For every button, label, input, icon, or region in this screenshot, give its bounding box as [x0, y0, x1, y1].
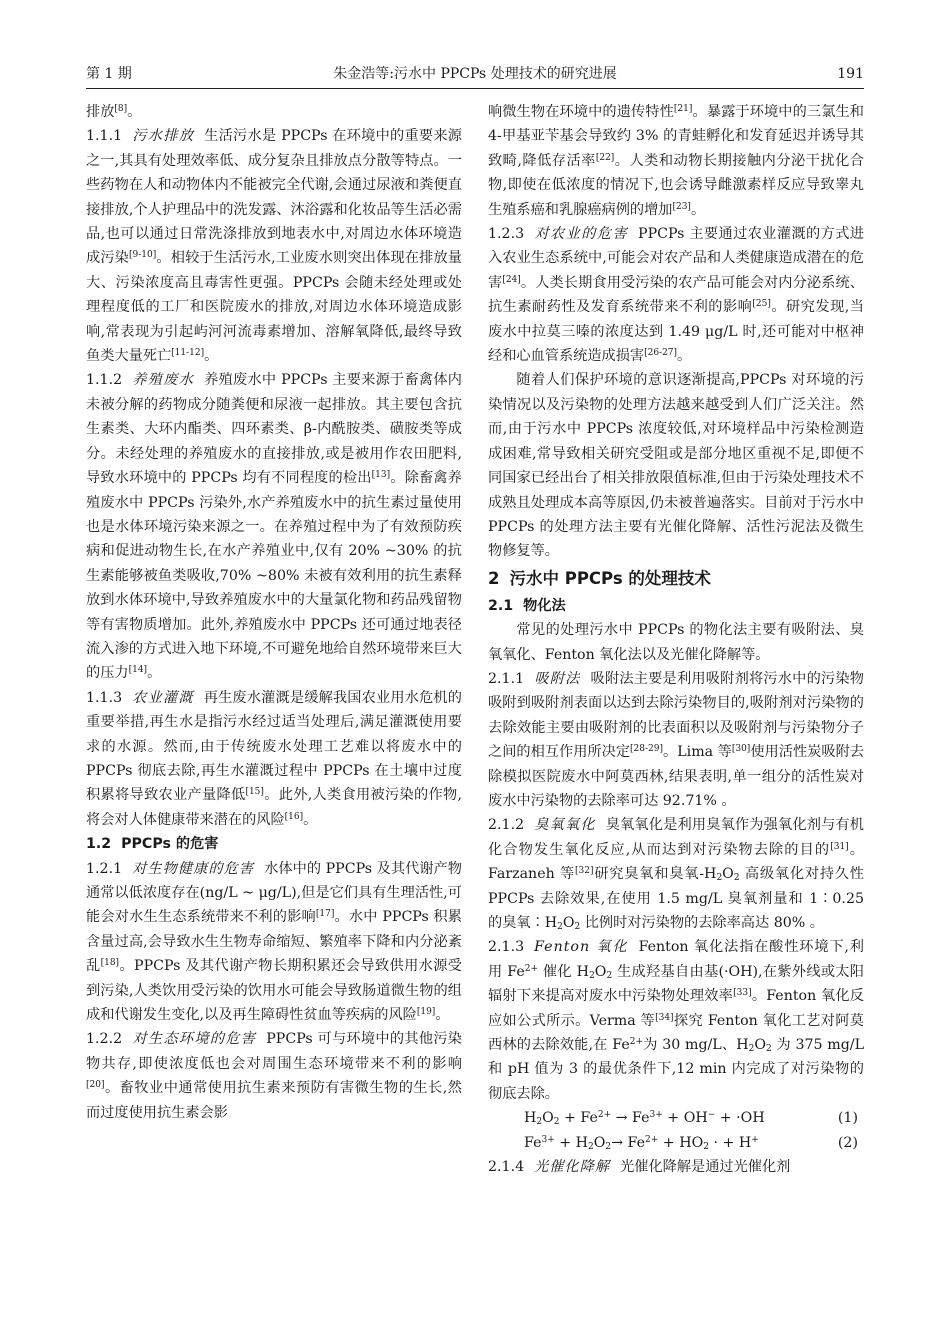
citation: [20]: [86, 1080, 105, 1091]
citation: [25]: [752, 299, 771, 310]
citation: [19]: [416, 1007, 436, 1018]
citation: [23]: [672, 201, 691, 212]
section-number: 2.1.1: [488, 670, 525, 687]
section-1-1-2: 1.1.2 养殖废水 养殖废水中 PPCPs 主要来源于畜禽体内未被分解的药物成分随粪便和尿液一起排放。其主要包含抗生素类、大环内酯类、四环素类、β-内酰胺类、磺胺类等成分。未经处理的养殖废水的直接排放,或是被用作农田肥料,导致水环境中的 PPCPs 均有不同程度的检出[13]。除畜禽养殖废水中 PPCPs 污染外,水产养殖废水中的抗生素过量使用也是水体环境污染来源之一。在养殖过程中为了有效预防疾病和促进动物生长,在水产养殖业中,仅有 20% ~30% 的抗生素能够被鱼类吸收,70% ~80% 未被有效利用的抗生素释放到水体环境中,导致养殖废水中的大量氯化物和药品残留物等有害物质增加。此外,养殖废水中 PPCPs 还可通过地表径流入渗的方式进入地下环境,不可避免地给自然环境带来巨大的压力[14]。: [86, 372, 462, 682]
equation-number: (2): [837, 1134, 858, 1151]
section-title: 对生态环境的危害: [132, 1031, 257, 1048]
citation: [14]: [128, 665, 148, 676]
section-1-2-3: 1.2.3 对农业的危害 PPCPs 主要通过农业灌溉的方式进入农业生态系统中,可能会对农产品和人类健康造成潜在的危害[24]。人类长期食用受污染的农产品可能会对内分泌系统、抗生素耐药性及发育系统带来不利的影响[25]。研究发现,当废水中拉莫三嗪的浓度达到 1.49 μg/L 时,还可能对中枢神经和心血管系统造成损害[26-27]。: [488, 226, 864, 365]
section-title: 对生物健康的危害: [132, 860, 255, 877]
left-column: [86, 100, 462, 1332]
section-number: 1.1.2: [86, 372, 123, 389]
equation-2: [488, 1131, 864, 1155]
citation: [17]: [315, 909, 335, 920]
citation: [32]: [575, 866, 594, 877]
citation: [9-10]: [129, 250, 157, 261]
equation-1: [488, 1106, 864, 1130]
section-number: 2.1.4: [488, 1159, 525, 1176]
section-number: 1.2.2: [86, 1031, 123, 1048]
section-2-1-2: 2.1.2 臭氧氧化 臭氧氧化是利用臭氧作为强氧化剂与有机化合物发生氧化反应,从而达到对污染物去除的目的[31]。Farzaneh 等[32]研究臭氧和臭氧$-H_2O_2$ 高级氧化对持久性 PPCPs 去除效果,在使用 1.5 mg/L 臭氧剂量和 1∶0.25 的臭氧$∶H_2O_2$ 比例时对污染物的去除率高达 80% 。: [488, 817, 864, 932]
equation-formula: $H_2O_2 + Fe^{2+} \to Fe^{3+} + OH^- + \cdot OH$: [524, 1110, 765, 1128]
citation: [28-29]: [630, 744, 664, 755]
citation: [15]: [245, 787, 264, 798]
right-column: [488, 100, 864, 1332]
section-title: 农业灌溉: [132, 689, 194, 706]
running-header: [86, 64, 864, 86]
section-title: 臭氧氧化: [534, 817, 596, 834]
heading-1-2: 1.2 PPCPs 的危害: [86, 836, 219, 853]
section-1-1-3: 1.1.3 农业灌溉 再生废水灌溉是缓解我国农业用水危机的重要举措,再生水是指污水经过适当处理后,满足灌溉使用要求的水源。然而,由于传统废水处理工艺难以将废水中的 PPCPs 彻底去除,再生水灌溉过程中 PPCPs 在土壤中过度积累将导致农业产量降低[15]。此外,人类食用被污染的作物,将会对人体健康带来潜在的风险[16]。: [86, 689, 462, 828]
citation: [24]: [502, 274, 521, 285]
citation: [21]: [673, 104, 693, 114]
heading-2-1: 2.1 物化法: [488, 597, 566, 614]
section-1-1-1: 1.1.1 污水排放 生活污水是 PPCPs 在环境中的重要来源之一,其具有处理效率低、成分复杂且排放点分散等特点。一些药物在人和动物体内不能被完全代谢,会通过尿液和粪便直接排放,个人护理品中的洗发露、沐浴露和化妆品等生活必需品,也可以通过日常洗涤排放到地表水中,对周边水体环境造成污染[9-10]。相较于生活污水,工业废水则突出体现在排放量大、污染浓度高且毒害性更强。PPCPs 会随未经处理或处理程度低的工厂和医院废水的排放,对周边水体环境造成影响,常表现为引起屿河河流毒素增加、溶解氧降低,最终导致鱼类大量死亡[11-12]。: [86, 128, 462, 365]
section-title: 养殖废水: [132, 372, 195, 389]
section-title: 吸附法: [534, 670, 581, 687]
section-title: 光催化降解: [534, 1159, 611, 1176]
citation: [26-27]: [644, 348, 678, 359]
section-title: 对农业的危害: [534, 226, 629, 243]
equation-number: (1): [837, 1110, 858, 1127]
citation: [18]: [100, 958, 120, 969]
equation-formula: $Fe^{3+} + H_2O_2\to Fe^{2+} + HO_2$ · + H+: [524, 1134, 759, 1152]
citation: [30]: [731, 744, 751, 755]
section-2-1-3: 2.1.3 Fenton 氧化 Fenton 氧化法指在酸性环境下,利用 $Fe^{2+}$ 催化 $H_2O_2$ 生成羟基自由基(·OH),在紫外线或太阳辐射下来提高对废水中污染物处理效率[33]。Fenton 氧化反应如公式所示。Verma 等[34]探究 Fenton 氧化工艺对阿莫西林的去除效能,在 $Fe^{2+}$为 30 mg/L、$H_2O_2$ 为 375 mg/L 和 pH 值为 3 的最优条件下,12 min 内完成了对污染物的彻底去除。: [488, 939, 864, 1102]
physicochemical-intro: 常见的处理污水中 PPCPs 的物化法主要有吸附法、臭氧氧化、Fenton 氧化法以及光催化降解等。: [488, 622, 864, 663]
running-title: 朱金浩等:污水中 PPCPs 处理技术的研究进展: [333, 66, 617, 82]
citation: [16]: [284, 811, 304, 822]
issue-label: 第 1 期: [86, 66, 132, 82]
section-number: 2.1.3: [488, 939, 525, 956]
section-1-2-1: 1.2.1 对生物健康的危害 水体中的 PPCPs 及其代谢产物通常以低浓度存在(ng/L ~ μg/L),但是它们具有生理活性,可能会对水生生态系统带来不利的影响[17]。水中 PPCPs 积累含量过高,会导致水生生物寿命缩短、繁殖率下降和内分泌紊乱[18]。PPCPs 及其代谢产物长期积累还会导致供用水源受到污染,人类饮用受污染的饮用水可能会导致肠道微生物的组成和代谢发生变化,以及再生障碍性贫血等疾病的风险[19]。: [86, 860, 462, 1024]
citation: [33]: [733, 988, 752, 999]
section-number: 1.1.1: [86, 128, 123, 145]
summary-paragraph: 随着人们保护环境的意识逐渐提高,PPCPs 对环境的污染情况以及污染物的处理方法越来越受到人们广泛关注。然而,由于污水中 PPCPs 浓度较低,对环境样品中污染检测造成困难,常导致相关研究受阻或是部分地区重视不足,即便不同国家已经出台了相关排放限值标准,但由于污染处理技术不成熟且处理成本高等原因,仍未被普遍落实。目前对于污水中 PPCPs 的处理方法主要有光催化降解、活性污泥法及微生物修复等。: [488, 372, 864, 560]
heading-2: 2 污水中 PPCPs 的处理技术: [488, 568, 711, 588]
section-title: Fenton 氧化: [534, 939, 629, 956]
citation: [22]: [595, 152, 615, 163]
citation: [8]: [114, 104, 128, 114]
section-1-2-2: 1.2.2 对生态环境的危害 PPCPs 可与环境中的其他污染物共存,即使浓度低也会对周围生态环境带来不利的影响[20]。畜牧业中通常使用抗生素来预防有害微生物的生长,然而过度使用抗生素会影: [86, 1031, 462, 1121]
continued-paragraph: 响微生物在环境中的遗传特性[21]。暴露于环境中的三氯生和 4-甲基亚苄基会导致约 3% 的青蛙孵化和发育延迟并诱导其致畸,降低存活率[22]。人类和动物长期接触内分泌干扰化合物,即使在低浓度的情况下,也会诱导雌激素样反应导致睾丸生殖系癌和乳腺癌病例的增加[23]。: [488, 104, 864, 218]
section-2-1-1: 2.1.1 吸附法 吸附法主要是利用吸附剂将污水中的污染物吸附到吸附剂表面以达到去除污染物目的,吸附剂对污染物的去除效能主要由吸附剂的比表面积以及吸附剂与污染物分子之间的相互作用所决定[28-29]。Lima 等[30]使用活性炭吸附去除模拟医院废水中阿莫西林,结果表明,单一组分的活性炭对废水中污染物的去除率可达 92.71% 。: [488, 670, 864, 809]
header-divider: [86, 88, 864, 89]
section-number: 1.2.3: [488, 226, 525, 243]
citation: [31]: [830, 841, 849, 852]
page-number: 191: [837, 66, 864, 82]
continued-paragraph: 排放[8]。: [86, 104, 142, 120]
section-number: 1.1.3: [86, 689, 123, 706]
citation: [13]: [371, 470, 391, 481]
section-number: 1.2.1: [86, 860, 123, 877]
citation: [11-12]: [171, 348, 205, 359]
citation: [34]: [655, 1012, 674, 1023]
section-number: 2.1.2: [488, 817, 525, 834]
section-2-1-4: 2.1.4 光催化降解 光催化降解是通过光催化剂: [488, 1159, 791, 1176]
section-title: 污水排放: [132, 128, 195, 145]
